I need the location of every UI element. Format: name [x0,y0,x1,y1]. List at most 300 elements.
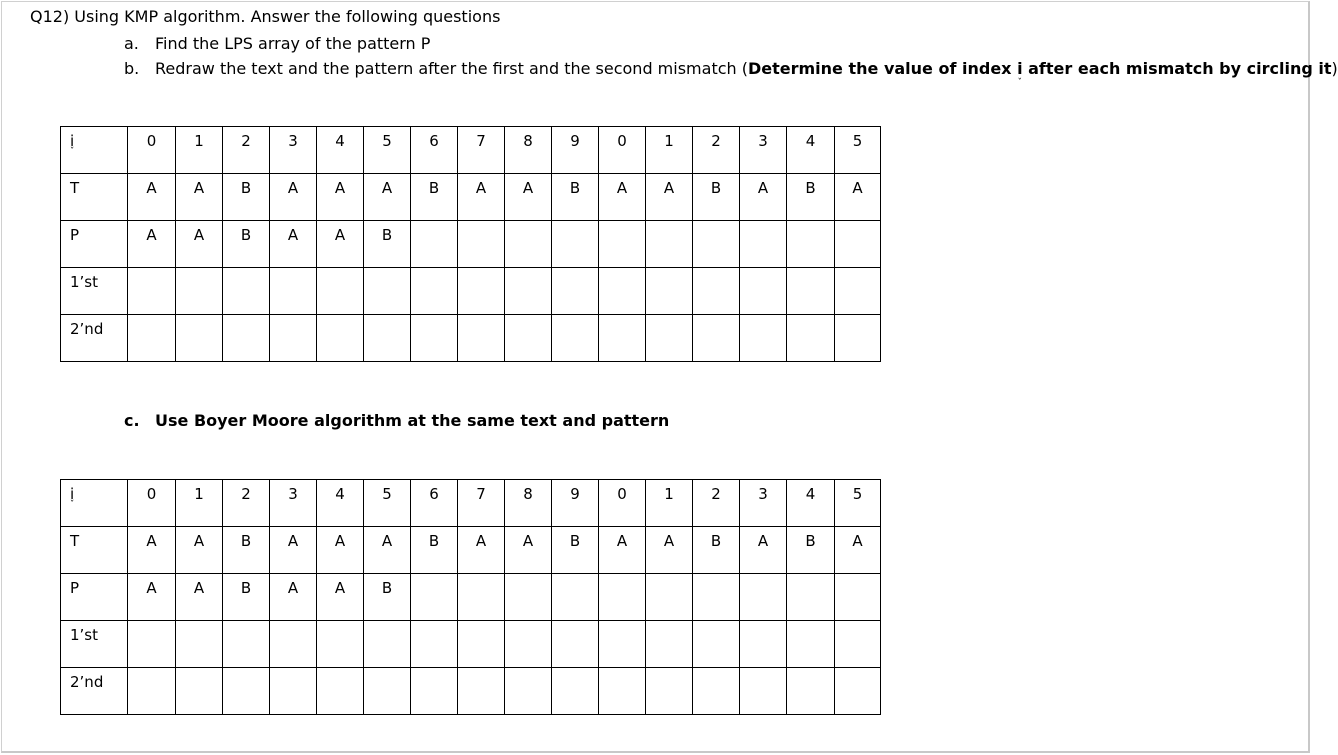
cell-value [270,621,316,625]
cell-value: 1 [194,485,204,503]
row-header-cell [61,527,128,574]
table-cell [176,668,223,715]
cell-value [458,268,504,272]
cell-value: B [428,179,440,197]
cell-value [458,315,504,319]
cell-value: A [287,226,299,244]
table-cell [317,315,364,362]
table-row [61,127,881,174]
cell-value [693,315,739,319]
table-cell [411,621,458,668]
cell-value [458,221,504,225]
cell-value [835,668,880,672]
table-cell [740,268,787,315]
table-cell [740,315,787,362]
cell-value [646,574,692,578]
cell-value [693,621,739,625]
cell-value: B [710,179,722,197]
cell-value [693,574,739,578]
table-cell [552,480,599,527]
table-row [61,527,881,574]
table-cell [552,527,599,574]
cell-value [223,668,269,672]
table-cell [552,127,599,174]
cell-value: 8 [523,485,533,503]
index-var-letter: i [70,132,75,150]
cell-value: A [522,532,534,550]
table-cell [176,480,223,527]
cell-value: A [287,532,299,550]
table-row [61,574,881,621]
cell-value: 7 [476,132,486,150]
table-cell [835,527,881,574]
table-row [61,174,881,221]
table-cell [176,527,223,574]
table-cell [599,480,646,527]
table-cell [505,527,552,574]
cell-value: 6 [429,132,439,150]
cell-value [787,268,834,272]
row-label: 2’nd [70,673,104,691]
table-cell [740,221,787,268]
table-cell [458,574,505,621]
index-hat-mark: ˇ [1017,78,1023,88]
cell-value: 2 [241,132,251,150]
table-cell [411,174,458,221]
cell-value [364,315,410,319]
table-cell [223,480,270,527]
cell-value [458,668,504,672]
row-label: 1’st [70,626,99,644]
kmp-table [60,126,881,362]
cell-value [364,268,410,272]
cell-value: A [522,179,534,197]
cell-value [740,221,786,225]
cell-value [599,315,645,319]
cell-value [646,621,692,625]
table-cell [505,174,552,221]
cell-value [176,268,222,272]
table-cell [646,574,693,621]
table-cell [176,127,223,174]
table-cell [317,527,364,574]
table-cell [364,315,411,362]
table-cell [317,221,364,268]
table-cell [505,315,552,362]
cell-value [317,315,363,319]
cell-value: A [616,532,628,550]
table-row [61,621,881,668]
table-cell [128,268,176,315]
cell-value [835,221,880,225]
cell-value [411,668,457,672]
cell-value [505,221,551,225]
cell-value [458,621,504,625]
cell-value: A [146,532,157,550]
table-cell [693,127,740,174]
cell-value: A [757,532,769,550]
table-cell [176,315,223,362]
row-label: P [70,579,80,597]
table-cell [128,480,176,527]
cell-value: A [334,179,346,197]
table-cell [176,621,223,668]
table-cell [458,268,505,315]
table-cell [552,668,599,715]
cell-value: A [852,532,863,550]
table-cell [599,221,646,268]
cell-value [270,268,316,272]
cell-value [740,315,786,319]
table-cell [787,668,835,715]
cell-value: A [475,532,487,550]
cell-value: 4 [335,132,345,150]
cell-value: B [710,532,722,550]
table-cell [787,174,835,221]
cell-value: A [146,226,157,244]
cell-value: 3 [288,485,298,503]
table-cell [128,527,176,574]
cell-value: 4 [805,132,816,150]
table-cell [270,221,317,268]
table-cell [458,174,505,221]
cell-value: 5 [382,485,392,503]
table-cell [693,221,740,268]
cell-value: 0 [146,485,157,503]
cell-value: 6 [429,485,439,503]
part-b-bold-pre: Determine the value of index [747,59,1018,78]
table-cell [599,174,646,221]
table-row [61,315,881,362]
row-header-cell [61,621,128,668]
table-cell [505,668,552,715]
table-cell [411,574,458,621]
table-cell [128,621,176,668]
cell-value [740,268,786,272]
table-cell [458,621,505,668]
cell-value: B [805,532,816,550]
cell-value: 5 [382,132,392,150]
table-cell [505,268,552,315]
part-a-text: Find the LPS array of the pattern P [155,34,431,53]
cell-value [599,221,645,225]
cell-value: A [193,179,205,197]
table-cell [411,527,458,574]
table-cell [317,574,364,621]
table-cell [552,221,599,268]
cell-value [787,221,834,225]
table-cell [505,574,552,621]
cell-value: 0 [617,132,627,150]
table-cell [599,127,646,174]
table-cell [787,480,835,527]
cell-value [787,315,834,319]
question-title: Q12) Using KMP algorithm. Answer the following questions [30,7,501,26]
cell-value: 3 [758,485,768,503]
cell-value [176,668,222,672]
cell-value: 4 [335,485,345,503]
cell-value: A [193,226,205,244]
table-cell [646,221,693,268]
row-label: T [70,532,80,550]
table-cell [646,480,693,527]
cell-value: A [334,579,346,597]
cell-value [835,621,880,625]
table-cell [740,480,787,527]
table-cell [835,268,881,315]
table-cell [364,480,411,527]
cell-value [270,668,316,672]
table-cell [270,127,317,174]
table-cell [552,268,599,315]
row-header-cell [61,127,128,174]
table-cell [740,621,787,668]
cell-value [599,268,645,272]
table-cell [223,127,270,174]
table-cell [270,621,317,668]
table-cell [693,268,740,315]
table-cell [740,574,787,621]
table-cell [411,221,458,268]
cell-value [128,621,175,625]
cell-value [787,621,834,625]
table-cell [176,268,223,315]
table-cell [176,221,223,268]
table-cell [835,174,881,221]
table-cell [458,668,505,715]
table-cell [693,480,740,527]
table-cell [646,527,693,574]
cell-value [317,668,363,672]
row-header-cell [61,574,128,621]
cell-value [223,315,269,319]
cell-value: 7 [476,485,486,503]
table-cell [364,527,411,574]
table-cell [693,527,740,574]
row-header-cell [61,174,128,221]
index-var-letter: i [70,485,75,503]
table-cell [223,574,270,621]
cell-value: B [240,226,252,244]
table-cell [693,174,740,221]
cell-value [787,668,834,672]
table-cell [740,174,787,221]
cell-value [411,315,457,319]
table-cell [599,668,646,715]
index-var-letter: i [1017,59,1023,78]
cell-value [505,621,551,625]
cell-value: A [381,532,393,550]
cell-value: B [381,226,393,244]
cell-value: A [334,532,346,550]
boyer-moore-table [60,479,881,715]
table-cell [787,574,835,621]
cell-value [835,315,880,319]
cell-value: 2 [711,132,721,150]
cell-value: 2 [241,485,251,503]
table-cell [835,621,881,668]
table-cell [552,174,599,221]
table-cell [317,268,364,315]
table-cell [364,268,411,315]
row-header-cell [61,668,128,715]
part-b-marker: b. [124,59,140,78]
cell-value: A [852,179,863,197]
table-cell [693,668,740,715]
cell-value: 5 [852,132,863,150]
cell-value: B [381,579,393,597]
table-cell [552,574,599,621]
cell-value: 9 [570,485,580,503]
table-cell [787,315,835,362]
cell-value: 1 [664,132,674,150]
table-cell [128,315,176,362]
table-cell [223,174,270,221]
cell-value: B [428,532,440,550]
table-cell [128,574,176,621]
cell-value [599,574,645,578]
table-cell [411,315,458,362]
cell-value: A [193,532,205,550]
table-cell [223,621,270,668]
row-label [69,127,75,157]
table-cell [223,268,270,315]
table-cell [693,621,740,668]
row-label: 2’nd [70,320,104,338]
cell-value [270,315,316,319]
table-cell [505,221,552,268]
table-cell [176,574,223,621]
cell-value [552,621,598,625]
table-cell [176,174,223,221]
cell-value: A [193,579,205,597]
cell-value [223,621,269,625]
cell-value [411,268,457,272]
cell-value [552,268,598,272]
table-cell [458,527,505,574]
cell-value: A [287,179,299,197]
table-cell [317,621,364,668]
cell-value: 3 [758,132,768,150]
index-hat-mark: ˇ [69,147,75,157]
cell-value: A [663,179,675,197]
cell-value [693,268,739,272]
cell-value [458,574,504,578]
cell-value: 0 [146,132,157,150]
cell-value [128,268,175,272]
row-header-cell [61,221,128,268]
cell-value: B [569,179,581,197]
table-cell [270,480,317,527]
cell-value [317,268,363,272]
cell-value [505,268,551,272]
table-cell [364,574,411,621]
cell-value [599,668,645,672]
part-b-text: Redraw the text and the pattern after the first and the second mismatch ( [155,59,748,78]
cell-value: A [616,179,628,197]
table-cell [693,574,740,621]
cell-value: 8 [523,132,533,150]
table-cell [646,621,693,668]
table-cell [317,668,364,715]
cell-value [411,574,457,578]
table-cell [599,315,646,362]
table-cell [835,315,881,362]
table-cell [364,621,411,668]
table-cell [458,221,505,268]
table-cell [646,127,693,174]
table-cell [835,480,881,527]
cell-value [317,621,363,625]
table-cell [223,221,270,268]
part-c-text: Use Boyer Moore algorithm at the same text and pattern [155,411,670,430]
table-cell [646,315,693,362]
table-cell [646,668,693,715]
table-cell [787,621,835,668]
cell-value [646,221,692,225]
cell-value [411,621,457,625]
table-cell [223,315,270,362]
table-cell [270,668,317,715]
part-b-index-var [1017,59,1023,88]
cell-value: 5 [852,485,863,503]
cell-value [128,668,175,672]
part-b-bold-post: after each mismatch by circling it [1022,59,1332,78]
cell-value: 4 [805,485,816,503]
row-label [69,480,75,510]
row-label: P [70,226,80,244]
part-c-marker: c. [124,411,140,430]
cell-value: A [475,179,487,197]
table-cell [317,480,364,527]
cell-value: 3 [288,132,298,150]
table-cell [505,127,552,174]
row-header-cell [61,268,128,315]
table-cell [223,668,270,715]
cell-value [740,668,786,672]
table-row [61,268,881,315]
table-cell [270,268,317,315]
row-label: T [70,179,80,197]
cell-value: B [569,532,581,550]
table-cell [223,527,270,574]
cell-value: 0 [617,485,627,503]
table-cell [787,527,835,574]
cell-value: 2 [711,485,721,503]
cell-value [835,574,880,578]
cell-value [552,315,598,319]
cell-value [364,621,410,625]
cell-value [176,315,222,319]
cell-value [835,268,880,272]
table-cell [364,127,411,174]
table-cell [835,668,881,715]
cell-value [787,574,834,578]
cell-value [693,221,739,225]
table-cell [787,127,835,174]
table-cell [128,174,176,221]
table-cell [411,480,458,527]
cell-value: B [240,179,252,197]
table-cell [270,574,317,621]
table-cell [458,127,505,174]
table-cell [740,668,787,715]
table-cell [552,621,599,668]
table-cell [599,621,646,668]
table-cell [552,315,599,362]
cell-value [646,668,692,672]
table-cell [787,221,835,268]
